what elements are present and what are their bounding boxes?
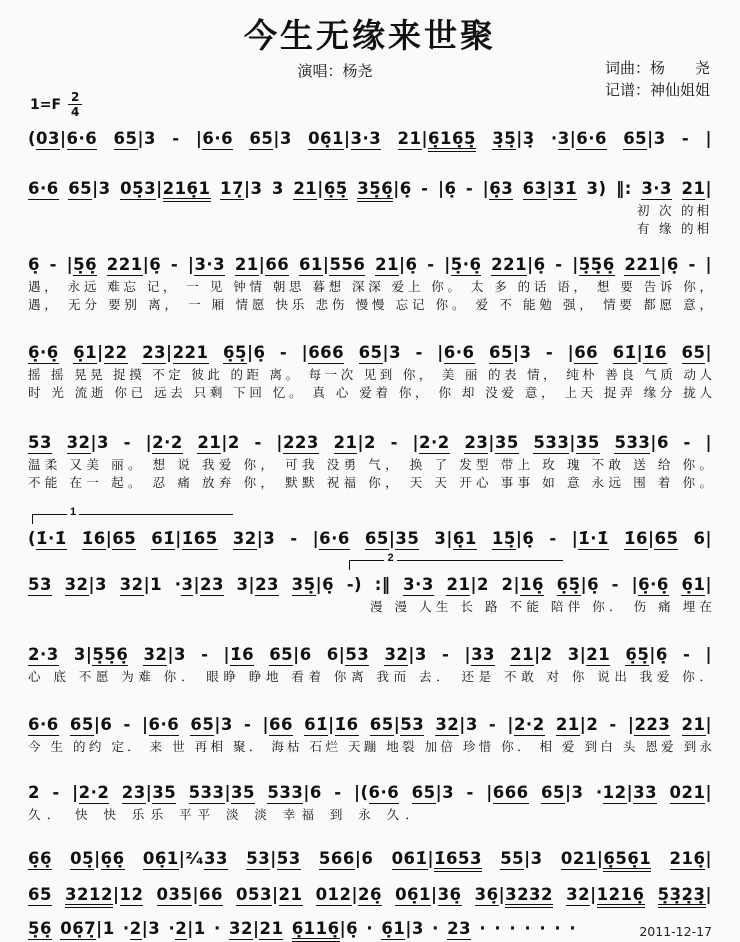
- lyrics-line: 漫 漫 人生 长 路 不能 陪伴 你． 伤 痛 埋在: [370, 600, 712, 614]
- notation-line: (03|6·6 65|3 - |6·6 65|3 06̣1|3·3 21|6̣16̣5̣ 3̣5̣|3̣ ·3|6·6 65|3 - |: [28, 126, 712, 152]
- notation-system-7: [28, 552, 712, 616]
- notation-system-3: [28, 252, 712, 314]
- notation-system-10: [28, 780, 712, 824]
- song-title: 今生无缘来世聚: [244, 17, 496, 54]
- header-credits-row: [28, 58, 712, 118]
- notation-line: 53 32|3 32|1 ·3|23 3|23 35̣|6̣ -) :‖ 3·3 21|2 2|16̣ 6̣5̣|6̣ - |6̣·6̣ 6̣1|: [28, 575, 712, 594]
- notation-system-9: [28, 712, 712, 756]
- time-signature: [68, 91, 82, 118]
- composer-credit: 词曲：杨 尧: [604, 60, 710, 77]
- notation-system-13: [28, 916, 712, 942]
- volta-1-label: 1: [67, 506, 79, 518]
- lyrics-line: 心 底 不愿 为难 你． 眼睁 睁地 看着 你离 我而 去． 还是 不敢 对 你 说出 我爱 你．: [28, 670, 712, 684]
- key-signature: [30, 91, 82, 118]
- lyrics-line: 遇， 永远 难忘 记， 一 见 钟情 朝思 暮想 深深 爱上 你。 太 多 的话 语， 想 要 告诉 你，: [28, 280, 712, 294]
- notation-line: 6·6 65|6 - |6·6 65|3 - |66 61̇|1̇6 65|53 32|3 - |2·2 21|2 - |223 21|: [28, 715, 713, 734]
- notation-system-6: [28, 506, 712, 552]
- notation-line: 53 32|3 - |2·2 21|2 - |223 21|2 - |2·2 23|35 533|35 533|6 - |: [28, 433, 712, 452]
- notation-line: 2·3 3|5̣5̣6̣ 32|3 - |1̇6 65|6 6|53 32|3 - |33 21|2 3|21 6̣5̣|6̣ - |: [28, 645, 713, 664]
- notation-system-12: [28, 882, 712, 908]
- volta-bracket-2: [349, 552, 562, 570]
- lyrics-line: 遇， 无分 要别 离， 一 厢 情愿 快乐 悲伤 慢慢 忘记 你。 爱 不 能勉 强， 情要 都愿 意，: [28, 298, 712, 312]
- meter-numerator: 2: [68, 91, 82, 105]
- notation-system-2: [28, 176, 712, 238]
- notation-line: 65 3212|12 035|66 053|21 012|26̣ 06̣1|36̣ 36̣|3232 32|1216̣ 5̣3̣2̣3̣|: [28, 882, 712, 908]
- lyrics-line: 不能 在一 起。 忍 痛 放弃 你， 默默 祝福 你， 天 天 开心 事事 如 意 永远 围 着 你。: [28, 476, 712, 490]
- volta-2-label: 2: [384, 552, 396, 564]
- notation-system-4: [28, 340, 712, 402]
- singer-credit: 演唱：杨尧: [297, 63, 373, 80]
- lyrics-line: 久． 快 快 乐乐 平平 淡 淡 幸福 到 永 久．: [28, 808, 418, 822]
- notation-system-1: [28, 126, 712, 152]
- volta-bracket-1: [32, 506, 233, 524]
- notation-line: 6·6 65|3 05̣3|216̣1 17̣|3 3 21|6̣5̣ 35̣6̣|6̣ - |6̣ - |6̣3 63|31̇ 3) ‖: 3·3 21|: [28, 176, 712, 202]
- notation-line: (1̇·1̇ 1̇6|65 61̇|1̇65 32|3 - |6·6 65|35 3|6̣1 15̣|6̣ - |1̇·1̇ 1̇6|65 6|: [28, 529, 712, 548]
- date: 2011-12-17: [639, 924, 712, 939]
- notation-line: 6̣ - |5̣6̣ 221|6̣ - |3·3 21|66 61|556 21|6̣ - |5̣·6̣ 221|6̣ - |5̣5̣6̣ 221|6̣ - |: [28, 255, 712, 274]
- lyrics-line: 初 次 的相: [637, 204, 712, 218]
- meter-denominator: 4: [71, 105, 80, 119]
- notation-system-5: [28, 430, 712, 492]
- notation-line: 6̣·6̣ 6̣1|22 23|221 6̣5̣|6̣ - |666 65|3 - |6·6 65|3 - |66 61̇|1̇6 65|: [28, 343, 712, 362]
- lyrics-line: 时 光 流逝 你已 远去 只剩 下回 忆。 真 心 爱着 你， 你 却 没爱 意， 上天 捉弄 缘分 拢人: [28, 386, 712, 400]
- lyrics-line: 有 缘 的相: [637, 222, 712, 236]
- lyrics-line: 温柔 又美 丽。 想 说 我爱 你， 可我 没勇 气， 换 了 发型 带上 玫 瑰 不敢 送 给 你。: [28, 458, 712, 472]
- notation-line: 5̣6̣ 06̣7̣|1 ·2|3 ·2|1 · 32|21 6̣116̣|6̣ · 6̣1|3 · 23 · · · · · · ·: [28, 916, 576, 942]
- credits-block: [605, 58, 710, 102]
- notation-system-11: [28, 846, 712, 872]
- notation-system-8: [28, 642, 712, 686]
- transcriber-credit: 记谱：神仙姐姐: [604, 82, 710, 99]
- notation-line: 2 - |2·2 23|35 533|35 533|6 - |(6·6 65|3 - |666 65|3 ·12|33 021|: [28, 783, 712, 802]
- key-label: 1=F: [30, 96, 62, 113]
- lyrics-line: 摇 摇 晃晃 捉摸 不定 彼此 的距 离。 每一次 见到 你， 美 丽 的表 情， 纯朴 善良 气质 动人: [28, 368, 712, 382]
- lyrics-line: 今 生 的约 定． 来 世 再相 聚． 海枯 石烂 天蹦 地裂 加倍 珍惜 你． 相 爱 到白 头 恩爱 到永: [28, 740, 712, 754]
- notation-line: 6̣6̣ 05̣|6̣6̣ 06̣1|²⁄₄33 53|53 566|6 061̇|1̇653 55|3 021|6̣56̣1 216̣|: [28, 846, 712, 872]
